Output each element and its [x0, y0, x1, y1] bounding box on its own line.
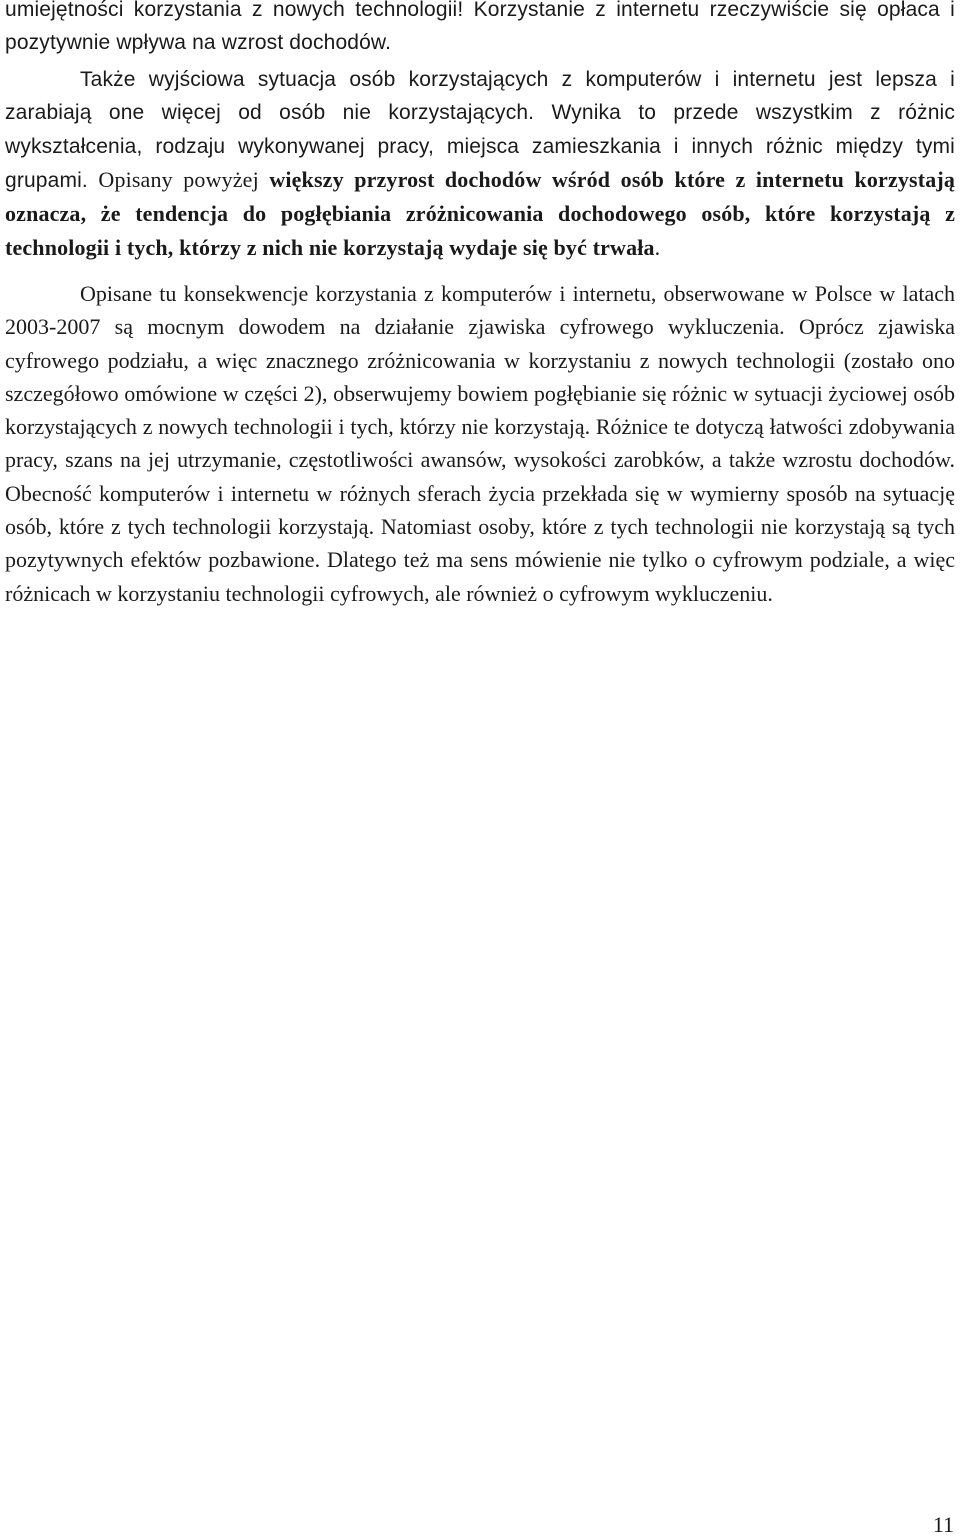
paragraph-2-bold-text: większy przyrost dochodów wśród osób które z internetu korzystają oznacza, że tendencja do pogłębiania zróżnicowania dochodowego osób, które korzystają z technologii i tych, którzy z nich nie korzystają wydaje się być trwała: [5, 166, 955, 261]
paragraph-2: [5, 63, 955, 266]
paragraph-2-end: .: [654, 235, 661, 261]
page-number: 11: [932, 1512, 954, 1537]
paragraph-2-sans-text: Także wyjściowa sytuacja osób korzystających z komputerów i internetu jest lepsza i zarabiają one więcej od osób nie korzystających. Wynika to przede wszystkim z różnic wykształcenia, rodzaju wykonywanej pracy, miejsca zamieszkania i innych różnic między tymi grupami.: [5, 68, 955, 192]
paragraph-1: umiejętności korzystania z nowych technologii! Korzystanie z internetu rzeczywiście się opłaca i pozytywnie wpływa na wzrost dochodów.: [5, 0, 955, 55]
paragraph-2-serif-text: Opisany powyżej: [87, 166, 270, 192]
paragraph-3: Opisane tu konsekwencje korzystania z komputerów i internetu, obserwowane w Polsce w latach 2003-2007 są mocnym dowodem na działanie zjawiska cyfrowego wykluczenia. Oprócz zjawiska cyfrowego podziału, a więc znacznego zróżnicowania w korzystaniu z nowych technologii (zostało ono szczegółowo omówione w części 2), obserwujemy bowiem pogłębianie się różnic w sytuacji życiowej osób korzystających z nowych technologii i tych, którzy nie korzystają. Różnice te dotyczą łatwości zdobywania pracy, szans na jej utrzymanie, częstotliwości awansów, wysokości zarobków, a także wzrostu dochodów. Obecność komputerów i internetu w różnych sferach życia przekłada się w wymierny sposób na sytuację osób, które z tych technologii korzystają. Natomiast osoby, które z tych technologii nie korzystają są tych pozytywnych efektów pozbawione. Dlatego też ma sens mówienie nie tylko o cyfrowym podziale, a więc różnicach w korzystaniu technologii cyfrowych, ale również o cyfrowym wykluczeniu.: [5, 281, 955, 606]
